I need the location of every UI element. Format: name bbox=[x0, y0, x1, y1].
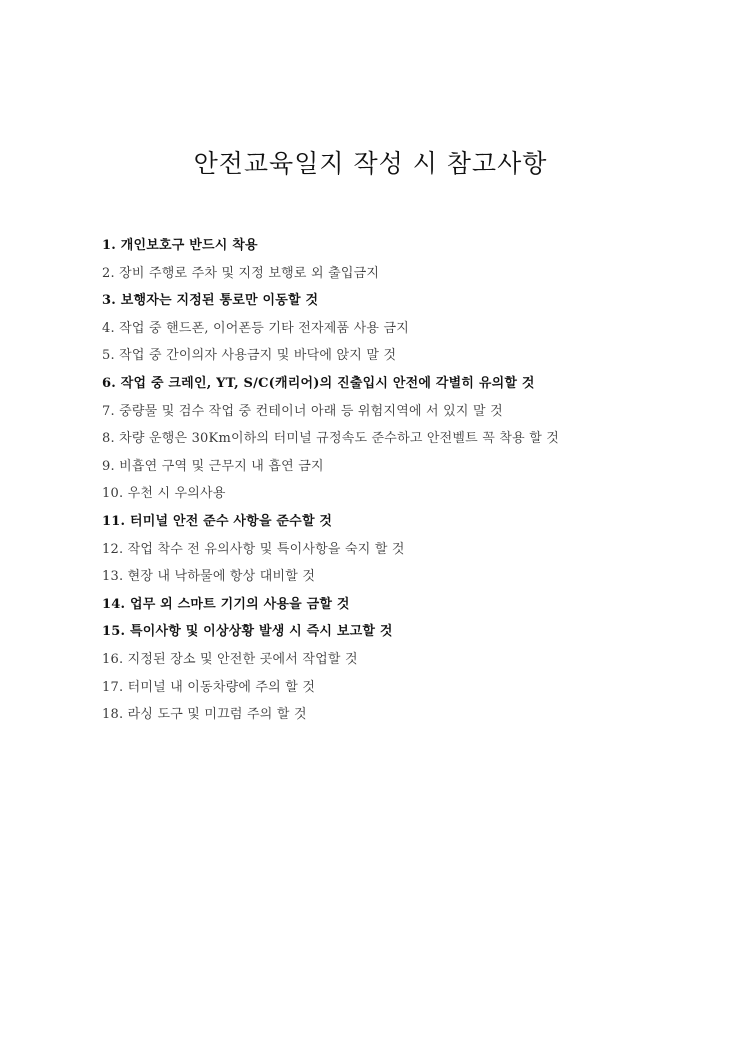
list-item: 4. 작업 중 핸드폰, 이어폰등 기타 전자제품 사용 금지 bbox=[102, 320, 409, 336]
list-item: 17. 터미널 내 이동차량에 주의 할 것 bbox=[102, 679, 316, 695]
list-item: 15. 특이사항 및 이상상황 발생 시 즉시 보고할 것 bbox=[102, 624, 393, 640]
list-item: 9. 비흡연 구역 및 근무지 내 흡연 금지 bbox=[102, 458, 324, 474]
list-item: 18. 라싱 도구 및 미끄럼 주의 할 것 bbox=[102, 707, 307, 723]
list-item: 12. 작업 착수 전 유의사항 및 특이사항을 숙지 할 것 bbox=[102, 541, 405, 557]
list-item: 1. 개인보호구 반드시 착용 bbox=[102, 238, 258, 253]
list-item: 2. 장비 주행로 주차 및 지정 보행로 외 출입금지 bbox=[102, 265, 380, 281]
list-item: 5. 작업 중 간이의자 사용금지 및 바닥에 앉지 말 것 bbox=[102, 348, 397, 364]
list-item: 13. 현장 내 낙하물에 항상 대비할 것 bbox=[102, 569, 316, 585]
list-item: 3. 보행자는 지정된 통로만 이동할 것 bbox=[102, 293, 319, 309]
list-item: 6. 작업 중 크레인, YT, S/C(캐리어)의 진출입시 안전에 각별히 유의할 것 bbox=[102, 375, 535, 391]
list-item: 7. 중량물 및 검수 작업 중 컨테이너 아래 등 위험지역에 서 있지 말 것 bbox=[102, 403, 503, 419]
page-title: 안전교육일지 작성 시 참고사항 bbox=[193, 149, 548, 178]
list-item: 14. 업무 외 스마트 기기의 사용을 금할 것 bbox=[102, 596, 350, 612]
list-item: 16. 지정된 장소 및 안전한 곳에서 작업할 것 bbox=[102, 651, 358, 667]
list-item: 10. 우천 시 우의사용 bbox=[102, 486, 226, 502]
reference-list bbox=[102, 236, 729, 733]
list-item: 8. 차량 운행은 30Km이하의 터미널 규정속도 준수하고 안전벨트 꼭 착용 할 것 bbox=[102, 431, 560, 447]
list-item: 11. 터미널 안전 준수 사항을 준수할 것 bbox=[102, 513, 333, 529]
